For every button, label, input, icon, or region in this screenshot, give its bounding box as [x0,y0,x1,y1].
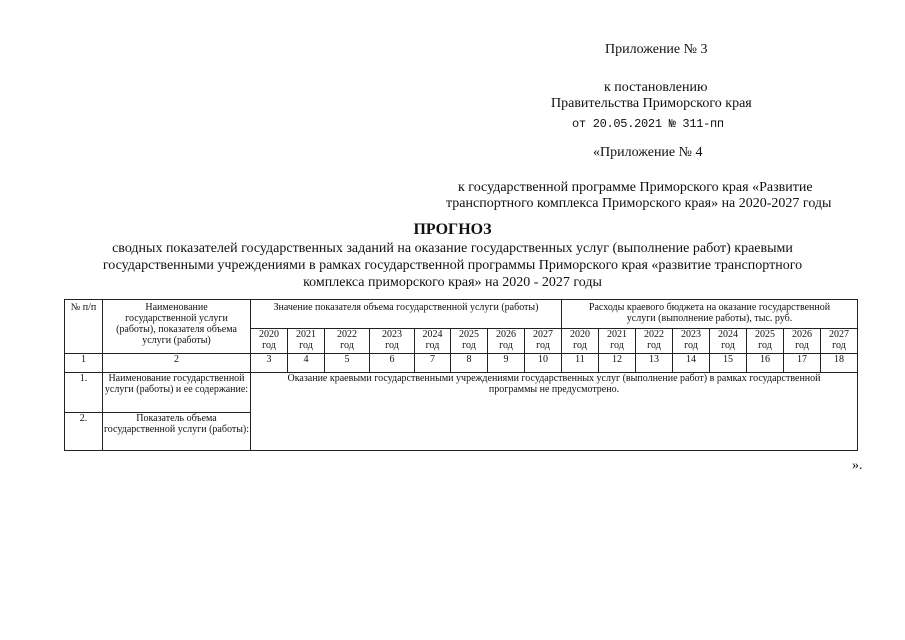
row-number: 2. [65,413,103,451]
expense-year-2023 [673,329,710,354]
government-line: Правительства Приморского края [551,96,752,111]
col-number: 4 [288,354,325,373]
forecast-table [64,299,858,451]
row-number: 1. [65,373,103,413]
expense-group-header: Расходы краевого бюджета на оказание государственной услуги (выполнение работы), тыс. руб. [562,300,858,329]
expense-year-2025 [747,329,784,354]
col-number: 16 [747,354,784,373]
year-word: год [299,340,313,351]
year-value: 2023 [681,329,701,340]
appendix4-label: «Приложение № 4 [593,145,703,160]
year-word: год [536,340,550,351]
date-number-line: от 20.05.2021 № 311-пп [572,117,724,131]
subtitle-line-2: государственными учреждениями в рамках государственной программы Приморского края «развитие транспортного [102,258,803,273]
volume-year-2022 [325,329,370,354]
header-row-groups [65,300,858,329]
expense-year-2027 [821,329,858,354]
year-value: 2026 [496,329,516,340]
year-value: 2023 [382,329,402,340]
expense-year-2024 [710,329,747,354]
col-number: 2 [103,354,251,373]
year-word: год [647,340,661,351]
col-number: 9 [488,354,525,373]
col-number: 11 [562,354,599,373]
year-value: 2024 [718,329,738,340]
year-value: 2027 [533,329,553,340]
year-value: 2022 [337,329,357,340]
volume-year-2023 [370,329,415,354]
row-name: Наименование государственной услуги (работы) и ее содержание: [103,373,251,413]
col-number: 1 [65,354,103,373]
col-number: 14 [673,354,710,373]
volume-year-2024 [415,329,451,354]
expense-year-2026 [784,329,821,354]
year-word: год [462,340,476,351]
col-number: 17 [784,354,821,373]
table-row [65,373,858,413]
year-word: год [721,340,735,351]
resolution-line: к постановлению [604,80,708,95]
col-number: 10 [525,354,562,373]
program-line-1: к государственной программе Приморского края «Развитие [458,180,813,195]
col-number: 6 [370,354,415,373]
year-value: 2021 [296,329,316,340]
year-word: год [385,340,399,351]
expense-year-2020 [562,329,599,354]
volume-year-2027 [525,329,562,354]
expense-year-2021 [599,329,636,354]
year-value: 2020 [570,329,590,340]
year-word: год [499,340,513,351]
column-numbers-row [65,354,858,373]
volume-year-2026 [488,329,525,354]
year-word: год [573,340,587,351]
volume-group-header: Значение показателя объема государственной услуги (работы) [251,300,562,329]
closing-quote: ». [852,458,863,473]
year-value: 2021 [607,329,627,340]
year-word: год [684,340,698,351]
volume-year-2021 [288,329,325,354]
year-value: 2026 [792,329,812,340]
year-value: 2025 [755,329,775,340]
subtitle-line-1: сводных показателей государственных заданий на оказание государственных услуг (выполнение работ) краевыми [112,241,793,256]
program-line-2: транспортного комплекса Приморского края» на 2020-2027 годы [446,196,832,211]
not-provided-note: Оказание краевыми государственными учреждениями государственных услуг (выполнение работ) в рамках государственной программы не предусмотрено. [251,373,858,451]
year-word: год [832,340,846,351]
year-value: 2027 [829,329,849,340]
col-number: 18 [821,354,858,373]
volume-year-2025 [451,329,488,354]
year-word: год [610,340,624,351]
col-number: 8 [451,354,488,373]
col-number: 12 [599,354,636,373]
col-number: 3 [251,354,288,373]
year-word: год [340,340,354,351]
volume-year-2020 [251,329,288,354]
col-number: 13 [636,354,673,373]
document-title: ПРОГНОЗ [413,221,492,238]
col-number: 7 [415,354,451,373]
appendix-label: Приложение № 3 [605,42,708,57]
year-value: 2022 [644,329,664,340]
col-number: 15 [710,354,747,373]
expense-year-2022 [636,329,673,354]
year-word: год [795,340,809,351]
subtitle-line-3: комплекса приморского края» на 2020 - 2027 годы [303,275,602,290]
col-number: 5 [325,354,370,373]
year-value: 2020 [259,329,279,340]
year-word: год [425,340,440,351]
year-value: 2024 [422,329,443,340]
year-word: год [758,340,772,351]
year-value: 2025 [459,329,479,340]
col-name-header: Наименование государственной услуги (работы), показателя объема услуги (работы) [103,300,251,354]
year-word: год [262,340,276,351]
row-name: Показатель объема государственной услуги (работы): [103,413,251,451]
col-no-header: № п/п [65,300,103,354]
